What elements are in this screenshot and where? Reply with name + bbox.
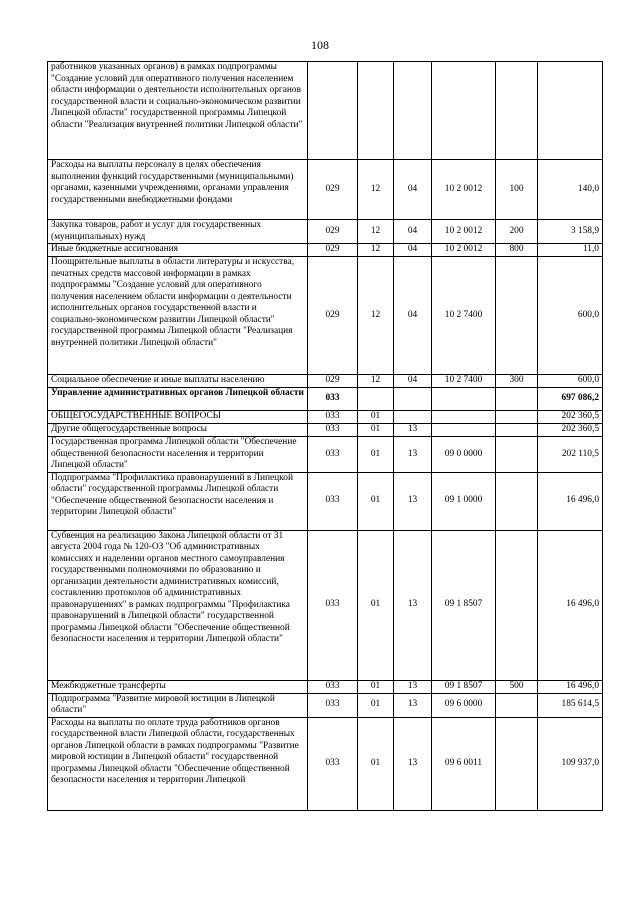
cell-vr (496, 472, 538, 530)
cell-csr: 09 1 8507 (432, 530, 496, 680)
cell-rz: 01 (358, 437, 394, 473)
cell-sum: 185 614,5 (538, 693, 603, 717)
cell-pr: 04 (394, 160, 432, 220)
cell-pr (394, 388, 432, 411)
cell-csr: 10 2 0012 (432, 160, 496, 220)
cell-vr (496, 437, 538, 473)
cell-sum: 140,0 (538, 160, 603, 220)
table-row (48, 717, 603, 810)
cell-csr: 10 2 7400 (432, 375, 496, 388)
cell-rz: 01 (358, 472, 394, 530)
cell-rz: 01 (358, 411, 394, 424)
table-row (48, 62, 603, 160)
cell-sum: 16 496,0 (538, 530, 603, 680)
cell-csr: 09 6 0000 (432, 693, 496, 717)
cell-csr: 09 6 0011 (432, 717, 496, 810)
cell-ved: 029 (308, 375, 358, 388)
cell-name: Расходы на выплаты по оплате труда работников органов государственной власти Липецкой области, государственных органов Липецкой области в рамках подпрограммы "Развитие мировой юстиции в Липецкой области" государственной программы Липецкой области "Обеспечение общественной безопасности населения и территории Липецкой (48, 717, 308, 810)
cell-rz (358, 62, 394, 160)
cell-csr: 09 0 0000 (432, 437, 496, 473)
cell-sum: 697 086,2 (538, 388, 603, 411)
table-row (48, 388, 603, 411)
cell-ved: 029 (308, 220, 358, 244)
cell-pr: 04 (394, 257, 432, 375)
cell-pr: 13 (394, 472, 432, 530)
cell-rz: 01 (358, 693, 394, 717)
table-row (48, 693, 603, 717)
cell-ved: 029 (308, 257, 358, 375)
cell-name: Закупка товаров, работ и услуг для государственных (муниципальных) нужд (48, 220, 308, 244)
table-row (48, 375, 603, 388)
cell-vr (496, 388, 538, 411)
cell-vr: 100 (496, 160, 538, 220)
cell-pr (394, 62, 432, 160)
cell-sum: 202 110,5 (538, 437, 603, 473)
cell-csr: 10 2 0012 (432, 220, 496, 244)
cell-name: Расходы на выплаты персоналу в целях обеспечения выполнения функций государственными (муниципальными) органами, казенными учреждениями, органами управления государственными внебюджетными фондами (48, 160, 308, 220)
table-row (48, 160, 603, 220)
cell-name: Подпрограмма "Профилактика правонарушений в Липецкой области" государственной программы Липецкой области "Обеспечение общественной безопасности населения и территории Липецкой области" (48, 472, 308, 530)
cell-name: Социальное обеспечение и иные выплаты населению (48, 375, 308, 388)
cell-csr (432, 62, 496, 160)
cell-name: Субвенция на реализацию Закона Липецкой области от 31 августа 2004 года № 120-ОЗ "Об административных комиссиях и наделении органов местного самоуправления государственными полномочиями по образованию и организации деятельности административных комиссий, составлению протоколов об административных правонарушениях" в рамках подпрограммы "Профилактика правонарушений в Липецкой области" государственной программы Липецкой области "Обеспечение общественной безопасности населения и территории Липецкой области" (48, 530, 308, 680)
cell-rz: 12 (358, 375, 394, 388)
cell-vr: 800 (496, 244, 538, 257)
budget-table (47, 61, 603, 811)
cell-ved: 033 (308, 680, 358, 693)
cell-rz: 01 (358, 680, 394, 693)
cell-sum: 16 496,0 (538, 472, 603, 530)
cell-ved: 033 (308, 411, 358, 424)
cell-pr: 13 (394, 437, 432, 473)
table-row (48, 680, 603, 693)
cell-name: Межбюджетные трансферты (48, 680, 308, 693)
cell-ved: 029 (308, 244, 358, 257)
cell-vr (496, 717, 538, 810)
cell-pr: 13 (394, 424, 432, 437)
cell-csr: 10 2 0012 (432, 244, 496, 257)
cell-name: Подпрограмма "Развитие мировой юстиции в Липецкой области" (48, 693, 308, 717)
cell-sum: 202 360,5 (538, 424, 603, 437)
cell-sum: 16 496,0 (538, 680, 603, 693)
cell-vr (496, 530, 538, 680)
cell-pr: 04 (394, 375, 432, 388)
cell-pr (394, 411, 432, 424)
cell-ved (308, 62, 358, 160)
cell-sum: 109 937,0 (538, 717, 603, 810)
cell-vr (496, 62, 538, 160)
table-row (48, 424, 603, 437)
cell-csr: 09 1 0000 (432, 472, 496, 530)
cell-name: Государственная программа Липецкой области "Обеспечение общественной безопасности населения и территории Липецкой области" (48, 437, 308, 473)
cell-sum: 600,0 (538, 375, 603, 388)
cell-csr (432, 388, 496, 411)
cell-ved: 033 (308, 693, 358, 717)
cell-name: Управление административных органов Липецкой области (48, 388, 308, 411)
table-row (48, 411, 603, 424)
cell-pr: 13 (394, 680, 432, 693)
cell-ved: 033 (308, 437, 358, 473)
cell-vr: 300 (496, 375, 538, 388)
cell-rz: 01 (358, 530, 394, 680)
cell-ved: 033 (308, 472, 358, 530)
cell-name: Поощрительные выплаты в области литературы и искусства, печатных средств массовой информации в рамках подпрограммы "Создание условий для оперативного получения населением области информации о деятельности исполнительных органов государственной власти и социально-экономическом развитии Липецкой области" государственной программы Липецкой области "Реализация внутренней политики Липецкой области" (48, 257, 308, 375)
cell-pr: 13 (394, 530, 432, 680)
cell-vr (496, 424, 538, 437)
page-number: 108 (311, 38, 329, 52)
table-row (48, 257, 603, 375)
cell-rz (358, 388, 394, 411)
cell-name: работников указанных органов) в рамках подпрограммы "Создание условий для оперативного получения населением области информации о деятельности исполнительных органов государственной власти и социально-экономическом развитии Липецкой области" государственной программы Липецкой области "Реализация внутренней политики Липецкой области" (48, 62, 308, 160)
cell-name: ОБЩЕГОСУДАРСТВЕННЫЕ ВОПРОСЫ (48, 411, 308, 424)
cell-pr: 13 (394, 693, 432, 717)
cell-csr: 10 2 7400 (432, 257, 496, 375)
cell-rz: 12 (358, 220, 394, 244)
cell-rz: 01 (358, 424, 394, 437)
cell-sum: 202 360,5 (538, 411, 603, 424)
cell-vr: 500 (496, 680, 538, 693)
cell-pr: 04 (394, 220, 432, 244)
cell-vr (496, 411, 538, 424)
cell-csr: 09 1 8507 (432, 680, 496, 693)
cell-rz: 12 (358, 160, 394, 220)
cell-ved: 033 (308, 717, 358, 810)
table-row (48, 437, 603, 473)
cell-sum: 3 158,9 (538, 220, 603, 244)
cell-sum: 600,0 (538, 257, 603, 375)
cell-ved: 033 (308, 424, 358, 437)
table-row (48, 472, 603, 530)
cell-rz: 12 (358, 244, 394, 257)
cell-csr (432, 411, 496, 424)
cell-vr: 200 (496, 220, 538, 244)
cell-sum (538, 62, 603, 160)
cell-pr: 13 (394, 717, 432, 810)
cell-name: Иные бюджетные ассигнования (48, 244, 308, 257)
cell-vr (496, 693, 538, 717)
cell-csr (432, 424, 496, 437)
cell-rz: 12 (358, 257, 394, 375)
cell-pr: 04 (394, 244, 432, 257)
cell-ved: 033 (308, 530, 358, 680)
table-row (48, 220, 603, 244)
cell-rz: 01 (358, 717, 394, 810)
cell-ved: 029 (308, 160, 358, 220)
cell-ved: 033 (308, 388, 358, 411)
cell-sum: 11,0 (538, 244, 603, 257)
table-row (48, 530, 603, 680)
cell-name: Другие общегосударственные вопросы (48, 424, 308, 437)
cell-vr (496, 257, 538, 375)
table-row (48, 244, 603, 257)
